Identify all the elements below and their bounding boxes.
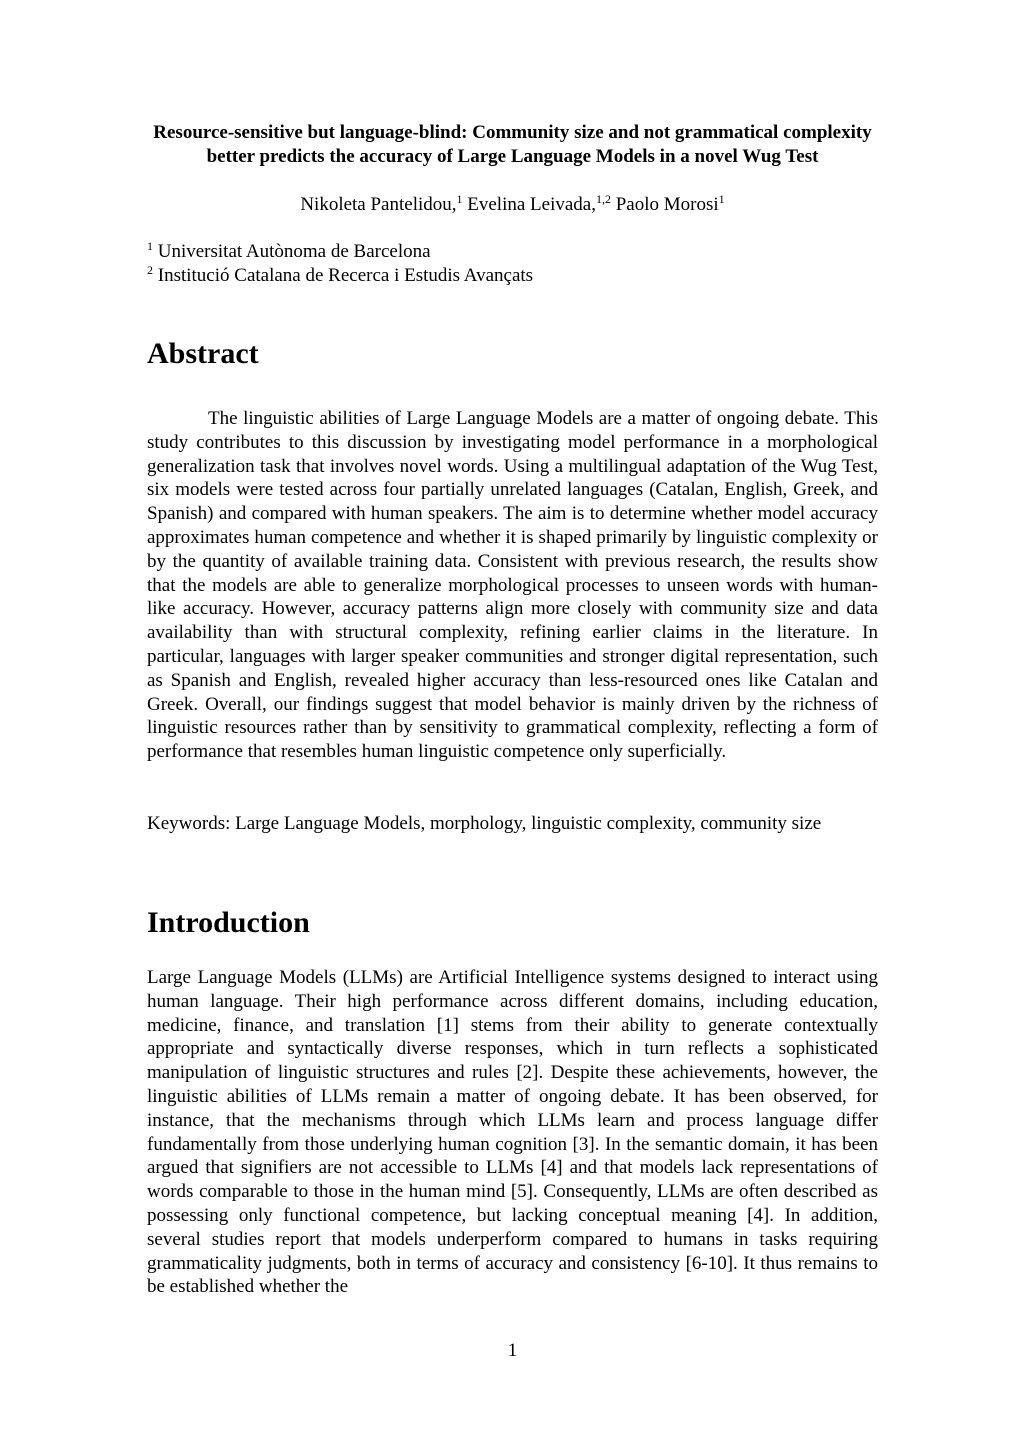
paper-title: Resource-sensitive but language-blind: Community size and not grammatical complexity better predicts the accuracy of Large Language Models in a novel Wug Test bbox=[153, 122, 872, 167]
author-affiliation-mark: 1,2 bbox=[595, 192, 611, 206]
affiliation-text: Institució Catalana de Recerca i Estudis Avançats bbox=[157, 265, 534, 286]
introduction-body: Large Language Models (LLMs) are Artificial Intelligence systems designed to interact using human language. Their high performance across different domains, including education, medicine, finance, and translation [1] stems from their ability to generate contextually appropriate and syntactically diverse responses, which in turn reflects a sophisticated manipulation of linguistic structures and rules [2]. Despite these achievements, however, the linguistic abilities of LLMs remain a matter of ongoing debate. It has been observed, for instance, that the mechanisms through which LLMs learn and process language differ fundamentally from those underlying human cognition [3]. In the semantic domain, it has been argued that signifiers are not accessible to LLMs [4] and that models lack representations of words comparable to those in the human mind [5]. Consequently, LLMs are often described as possessing only functional competence, but lacking conceptual meaning [4]. In addition, several studies report that models underperform compared to humans in tasks requiring grammaticality judgments, both in terms of accuracy and consistency [6-10]. It thus remains to be established whether the bbox=[147, 967, 878, 1298]
page-number: 1 bbox=[507, 1340, 518, 1361]
author-name: Paolo Morosi bbox=[615, 194, 719, 215]
author-line bbox=[147, 193, 878, 217]
affiliation-mark: 2 bbox=[147, 263, 153, 277]
author-affiliation-mark: 1 bbox=[456, 192, 463, 206]
abstract-body: The linguistic abilities of Large Language Models are a matter of ongoing debate. This study contributes to this discussion by investigating model performance in a morphological generalization task that involves novel words. Using a multilingual adaptation of the Wug Test, six models were tested across four partially unrelated languages (Catalan, English, Greek, and Spanish) and compared with human speakers. The aim is to determine whether model accuracy approximates human competence and whether it is shaped primarily by linguistic complexity or by the quantity of available training data. Consistent with previous research, the results show that the models are able to generalize morphological processes to unseen words with human-like accuracy. However, accuracy patterns align more closely with community size and data availability than with structural complexity, refining earlier claims in the literature. In particular, languages with larger speaker communities and stronger digital representation, such as Spanish and English, revealed higher accuracy than less-resourced ones like Catalan and Greek. Overall, our findings suggest that model behavior is mainly driven by the richness of linguistic resources rather than by sensitivity to grammatical complexity, reflecting a form of performance that resembles human linguistic competence only superficially. bbox=[147, 408, 878, 763]
affiliation-item bbox=[147, 240, 878, 264]
author-name: Nikoleta Pantelidou, bbox=[300, 194, 457, 215]
affiliation-item bbox=[147, 264, 878, 288]
introduction-heading: Introduction bbox=[147, 906, 310, 939]
author-name: Evelina Leivada, bbox=[467, 194, 596, 215]
affiliation-text: Universitat Autònoma de Barcelona bbox=[157, 241, 431, 262]
author-affiliation-mark: 1 bbox=[718, 192, 725, 206]
affiliations bbox=[147, 240, 878, 288]
keywords-line: Keywords: Large Language Models, morphology, linguistic complexity, community size bbox=[147, 813, 822, 834]
affiliation-mark: 1 bbox=[147, 239, 153, 253]
abstract-heading: Abstract bbox=[147, 337, 259, 370]
